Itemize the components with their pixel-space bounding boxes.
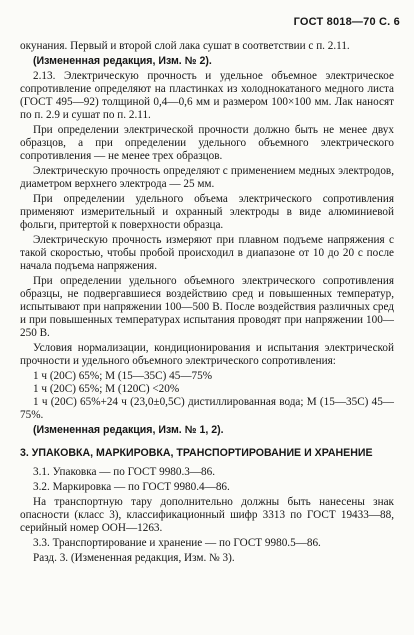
condition-line: 1 ч (20С) 65%; М (15—35С) 45—75% — [33, 370, 213, 382]
paragraph: 3.1. Упаковка — по ГОСТ 9980.3—86. — [33, 466, 216, 478]
condition-line: 1 ч (20С) 65%; М (120С) <20% — [33, 383, 180, 395]
paragraph: 3.2. Маркировка — по ГОСТ 9980.4—86. — [33, 481, 230, 493]
paragraph: На транспортную тару дополнительно должны быть нанесены знак опасности (класс 3), классификационный шифр 3313 по ГОСТ 19433—88, серийный номер ООН—1263. — [20, 496, 394, 534]
page-header: ГОСТ 8018—70 С. 6 — [293, 16, 400, 28]
amendment-note: (Измененная редакция, Изм. № 1, 2). — [33, 424, 224, 436]
section-heading: 3. УПАКОВКА, МАРКИРОВКА, ТРАНСПОРТИРОВАНИЕ И ХРАНЕНИЕ — [20, 447, 373, 459]
paragraph: При определении удельного объема электрического сопротивления применяют измерительный и охранный электроды в виде алюминиевой фольги, притертой к поверхности образца. — [20, 193, 394, 231]
paragraph: При определении электрической прочности должно быть не менее двух образцов, а при определении удельного объемного электрического сопротивления — не менее трех образцов. — [20, 124, 394, 162]
paragraph: Электрическую прочность измеряют при плавном подъеме напряжения с такой скоростью, чтобы пробой происходил в диапазоне от 10 до 20 с после начала подъема напряжения. — [20, 234, 394, 272]
paragraph: 3.3. Транспортирование и хранение — по ГОСТ 9980.5—86. — [33, 537, 321, 549]
paragraph: Условия нормализации, кондиционирования и испытания электрической прочности и удельного объемного электрического сопротивления: — [20, 342, 394, 367]
document-body — [20, 40, 394, 567]
amendment-note: (Измененная редакция, Изм. № 2). — [33, 55, 212, 67]
condition-line: 1 ч (20С) 65%+24 ч (23,0±0,5С) дистиллированная вода; М (15—35С) 45—75%. — [20, 396, 394, 421]
paragraph: При определении удельного объемного электрического сопротивления образцы, не подвергавшиеся воздействию сред и повышенных температур, испытывают при напряжении 100—500 В. После воздействия различных сред и при повышенных температурах испытания проводят при напряжении 100—250 В. — [20, 275, 394, 339]
paragraph: Электрическую прочность определяют с применением медных электродов, диаметром верхнего электрода — 25 мм. — [20, 165, 394, 190]
amendment-note: Разд. 3. (Измененная редакция, Изм. № 3). — [33, 552, 235, 564]
paragraph: 2.13. Электрическую прочность и удельное объемное электрическое сопротивление определяют на пластинках из холоднокатаного медного листа (ГОСТ 495—92) толщиной 0,4—0,6 мм и размером 100×100 мм. Лак наносят по п. 2.9 и сушат по п. 2.11. — [20, 70, 394, 121]
paragraph: окунания. Первый и второй слой лака сушат в соответствии с п. 2.11. — [20, 40, 350, 52]
